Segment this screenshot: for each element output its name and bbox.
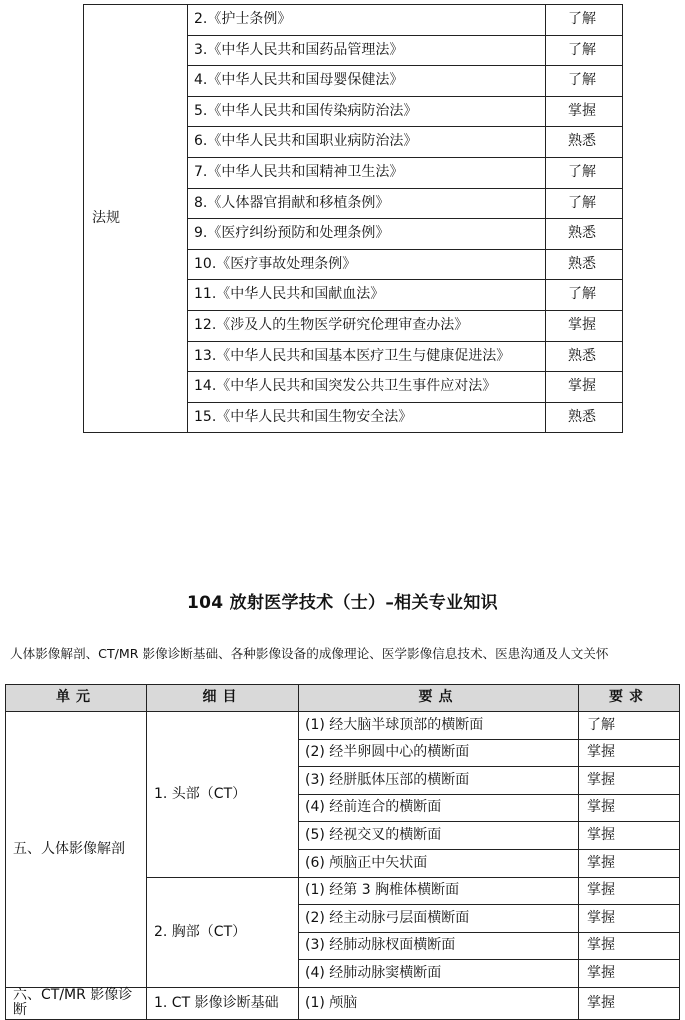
item-cell: 10.《医疗事故处理条例》 bbox=[188, 249, 546, 280]
detail-cell-head: 1. 头部（CT） bbox=[147, 712, 299, 878]
header-point: 要点 bbox=[299, 685, 579, 712]
requirement-cell: 了解 bbox=[546, 66, 623, 97]
requirement-cell: 掌握 bbox=[579, 877, 680, 905]
item-cell: 2.《护士条例》 bbox=[188, 5, 546, 36]
header-requirement: 要求 bbox=[579, 685, 680, 712]
item-cell: 15.《中华人民共和国生物安全法》 bbox=[188, 402, 546, 433]
section-description: 人体影像解剖、CT/MR 影像诊断基础、各种影像设备的成像理论、医学影像信息技术、医患沟通及人文关怀 bbox=[10, 646, 609, 661]
requirement-cell: 掌握 bbox=[546, 310, 623, 341]
item-cell: 5.《中华人民共和国传染病防治法》 bbox=[188, 96, 546, 127]
requirement-cell: 了解 bbox=[546, 35, 623, 66]
requirement-cell: 掌握 bbox=[579, 987, 680, 1019]
table-row bbox=[6, 987, 680, 1019]
requirement-cell: 了解 bbox=[546, 5, 623, 36]
item-cell: 3.《中华人民共和国药品管理法》 bbox=[188, 35, 546, 66]
table-header-row bbox=[6, 685, 680, 712]
section-title: 104 放射医学技术（士）–相关专业知识 bbox=[187, 593, 498, 613]
requirement-cell: 掌握 bbox=[546, 372, 623, 403]
item-cell: 6.《中华人民共和国职业病防治法》 bbox=[188, 127, 546, 158]
item-cell: 14.《中华人民共和国突发公共卫生事件应对法》 bbox=[188, 372, 546, 403]
item-cell: 7.《中华人民共和国精神卫生法》 bbox=[188, 157, 546, 188]
point-cell: (1) 经第 3 胸椎体横断面 bbox=[299, 877, 579, 905]
requirement-cell: 了解 bbox=[546, 157, 623, 188]
table-row bbox=[84, 5, 623, 36]
requirement-cell: 掌握 bbox=[579, 767, 680, 795]
item-cell: 4.《中华人民共和国母婴保健法》 bbox=[188, 66, 546, 97]
requirement-cell: 掌握 bbox=[579, 960, 680, 988]
requirement-cell: 掌握 bbox=[579, 739, 680, 767]
requirement-cell: 了解 bbox=[546, 188, 623, 219]
point-cell: (1) 经大脑半球顶部的横断面 bbox=[299, 712, 579, 740]
point-cell: (2) 经半卵圆中心的横断面 bbox=[299, 739, 579, 767]
header-detail: 细目 bbox=[147, 685, 299, 712]
detail-cell-chest: 2. 胸部（CT） bbox=[147, 877, 299, 987]
point-cell: (2) 经主动脉弓层面横断面 bbox=[299, 905, 579, 933]
item-cell: 11.《中华人民共和国献血法》 bbox=[188, 280, 546, 311]
requirement-cell: 熟悉 bbox=[546, 402, 623, 433]
item-cell: 13.《中华人民共和国基本医疗卫生与健康促进法》 bbox=[188, 341, 546, 372]
point-cell: (6) 颅脑正中矢状面 bbox=[299, 849, 579, 877]
regulations-table bbox=[83, 4, 623, 433]
unit-cell-imaging-diagnosis: 六、CT/MR 影像诊断 bbox=[6, 987, 147, 1019]
point-cell: (3) 经肺动脉杈面横断面 bbox=[299, 932, 579, 960]
requirement-cell: 掌握 bbox=[579, 905, 680, 933]
detail-cell-ct-basics: 1. CT 影像诊断基础 bbox=[147, 987, 299, 1019]
requirement-cell: 掌握 bbox=[579, 932, 680, 960]
point-cell: (5) 经视交叉的横断面 bbox=[299, 822, 579, 850]
item-cell: 8.《人体器官捐献和移植条例》 bbox=[188, 188, 546, 219]
requirement-cell: 掌握 bbox=[579, 794, 680, 822]
requirement-cell: 熟悉 bbox=[546, 127, 623, 158]
requirement-cell: 掌握 bbox=[546, 96, 623, 127]
point-cell: (4) 经肺动脉窦横断面 bbox=[299, 960, 579, 988]
item-cell: 9.《医疗纠纷预防和处理条例》 bbox=[188, 219, 546, 250]
requirement-cell: 熟悉 bbox=[546, 249, 623, 280]
item-cell: 12.《涉及人的生物医学研究伦理审查办法》 bbox=[188, 310, 546, 341]
unit-cell-anatomy: 五、人体影像解剖 bbox=[6, 712, 147, 988]
table-row bbox=[6, 712, 680, 740]
requirement-cell: 掌握 bbox=[579, 849, 680, 877]
requirement-cell: 了解 bbox=[546, 280, 623, 311]
point-cell: (1) 颅脑 bbox=[299, 987, 579, 1019]
requirement-cell: 熟悉 bbox=[546, 219, 623, 250]
syllabus-table bbox=[5, 684, 680, 1020]
requirement-cell: 掌握 bbox=[579, 822, 680, 850]
header-unit: 单元 bbox=[6, 685, 147, 712]
point-cell: (3) 经胼胝体压部的横断面 bbox=[299, 767, 579, 795]
requirement-cell: 熟悉 bbox=[546, 341, 623, 372]
requirement-cell: 了解 bbox=[579, 712, 680, 740]
unit-cell-regulations: 法规 bbox=[84, 5, 188, 433]
point-cell: (4) 经前连合的横断面 bbox=[299, 794, 579, 822]
